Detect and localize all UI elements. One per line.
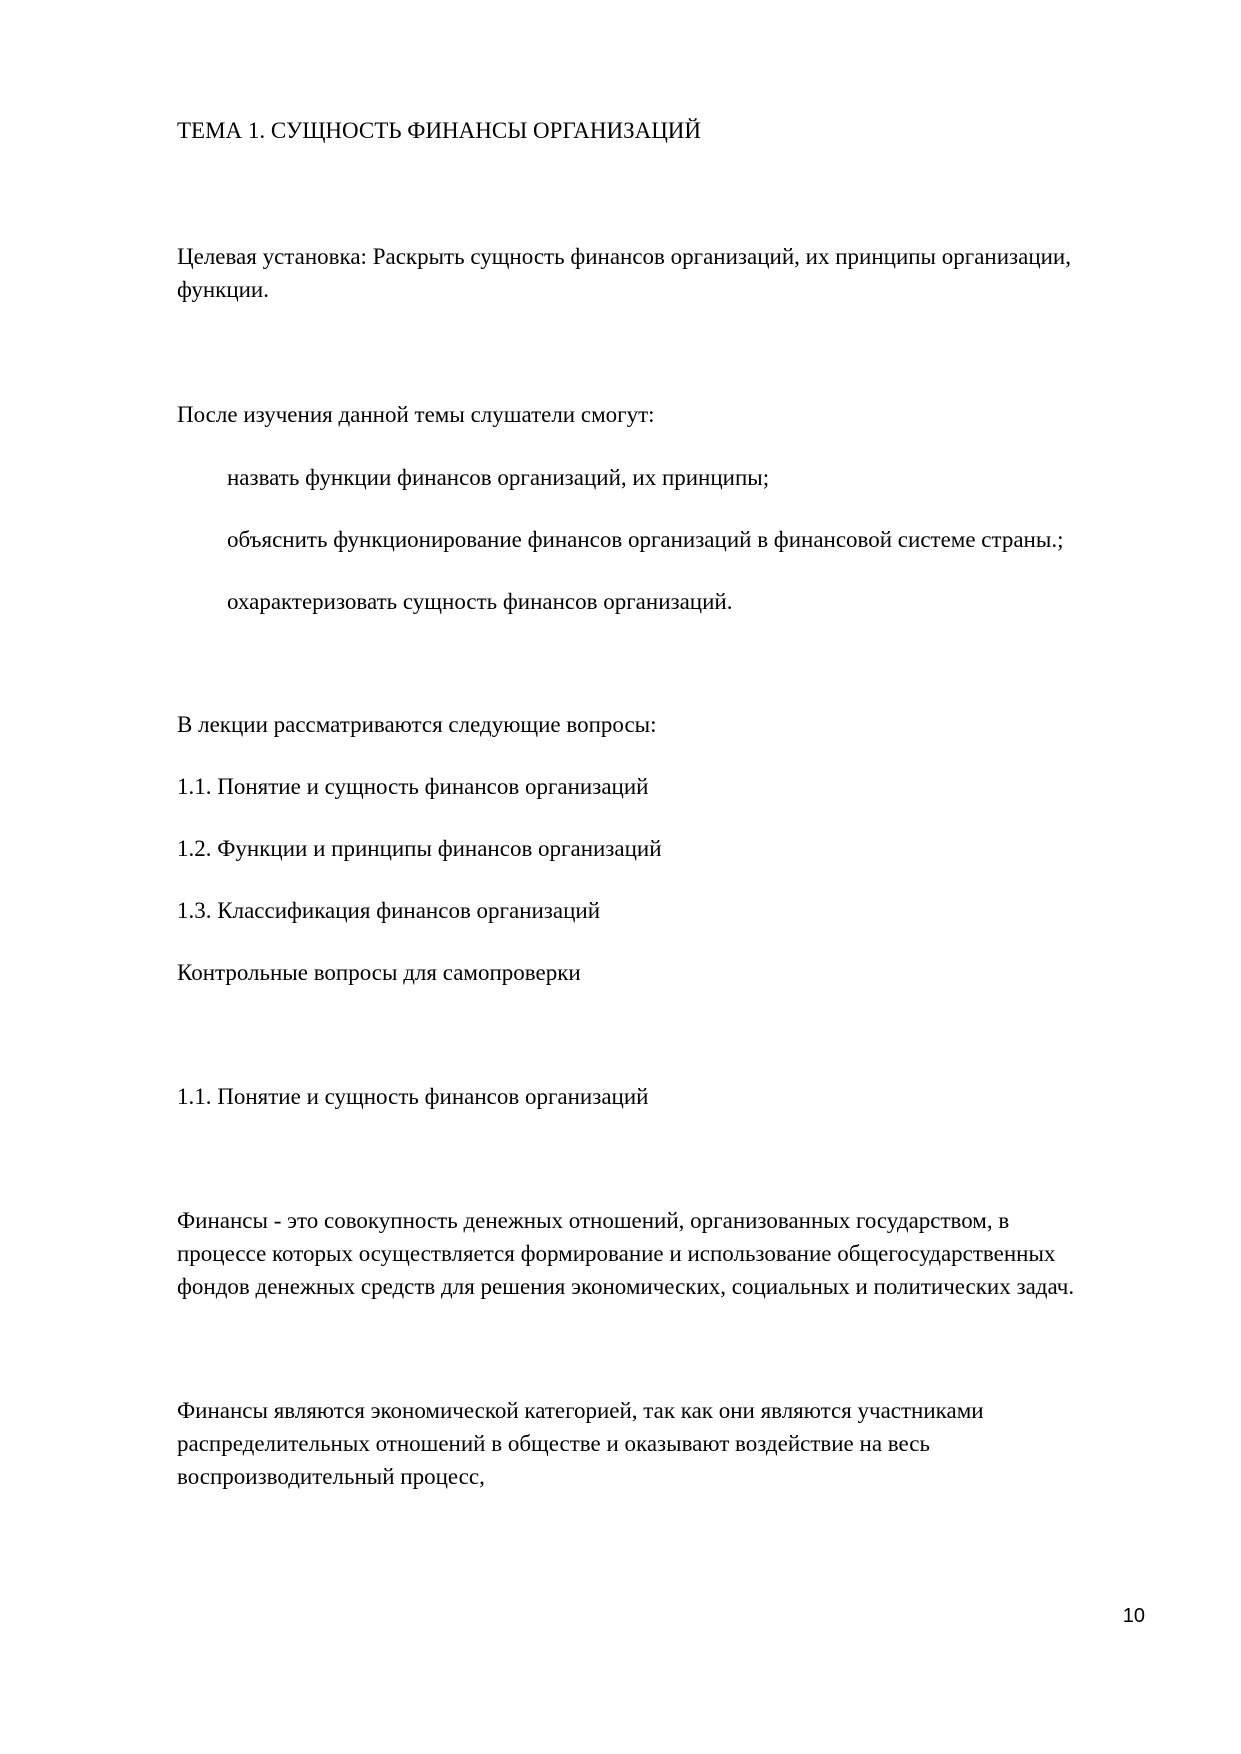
outcome-item-1: назвать функции финансов организаций, их принципы; — [227, 465, 770, 490]
paragraph2-line-1: Финансы являются экономической категорией, так как они являются участниками — [177, 1398, 984, 1423]
paragraph1-line-1: Финансы - это совокупность денежных отношений, организованных государством, в — [177, 1208, 1010, 1233]
topic-title: ТЕМА 1. СУЩНОСТЬ ФИНАНСЫ ОРГАНИЗАЦИЙ — [177, 118, 702, 143]
lecture-question-1: 1.1. Понятие и сущность финансов организаций — [177, 774, 649, 799]
section-heading: 1.1. Понятие и сущность финансов организаций — [177, 1084, 649, 1109]
control-questions: Контрольные вопросы для самопроверки — [177, 960, 581, 985]
paragraph2-line-3: воспроизводительный процесс, — [177, 1464, 485, 1489]
page-number: 10 — [1122, 1605, 1145, 1627]
goal-line-2: функции. — [177, 277, 269, 302]
outcomes-intro: После изучения данной темы слушатели смогут: — [177, 402, 655, 427]
paragraph1-line-3: фондов денежных средств для решения экономических, социальных и политических задач. — [177, 1274, 1075, 1299]
outcome-item-2: объяснить функционирование финансов организаций в финансовой системе страны.; — [227, 527, 1064, 552]
paragraph2-line-2: распределительных отношений в обществе и оказывают воздействие на весь — [177, 1431, 930, 1456]
goal-line-1: Целевая установка: Раскрыть сущность финансов организаций, их принципы организации, — [177, 244, 1071, 269]
lecture-intro: В лекции рассматриваются следующие вопросы: — [177, 712, 657, 737]
paragraph1-line-2: процессе которых осуществляется формирование и использование общегосударственных — [177, 1241, 1056, 1266]
lecture-question-2: 1.2. Функции и принципы финансов организаций — [177, 836, 662, 861]
outcome-item-3: охарактеризовать сущность финансов организаций. — [227, 589, 733, 614]
lecture-question-3: 1.3. Классификация финансов организаций — [177, 898, 601, 923]
